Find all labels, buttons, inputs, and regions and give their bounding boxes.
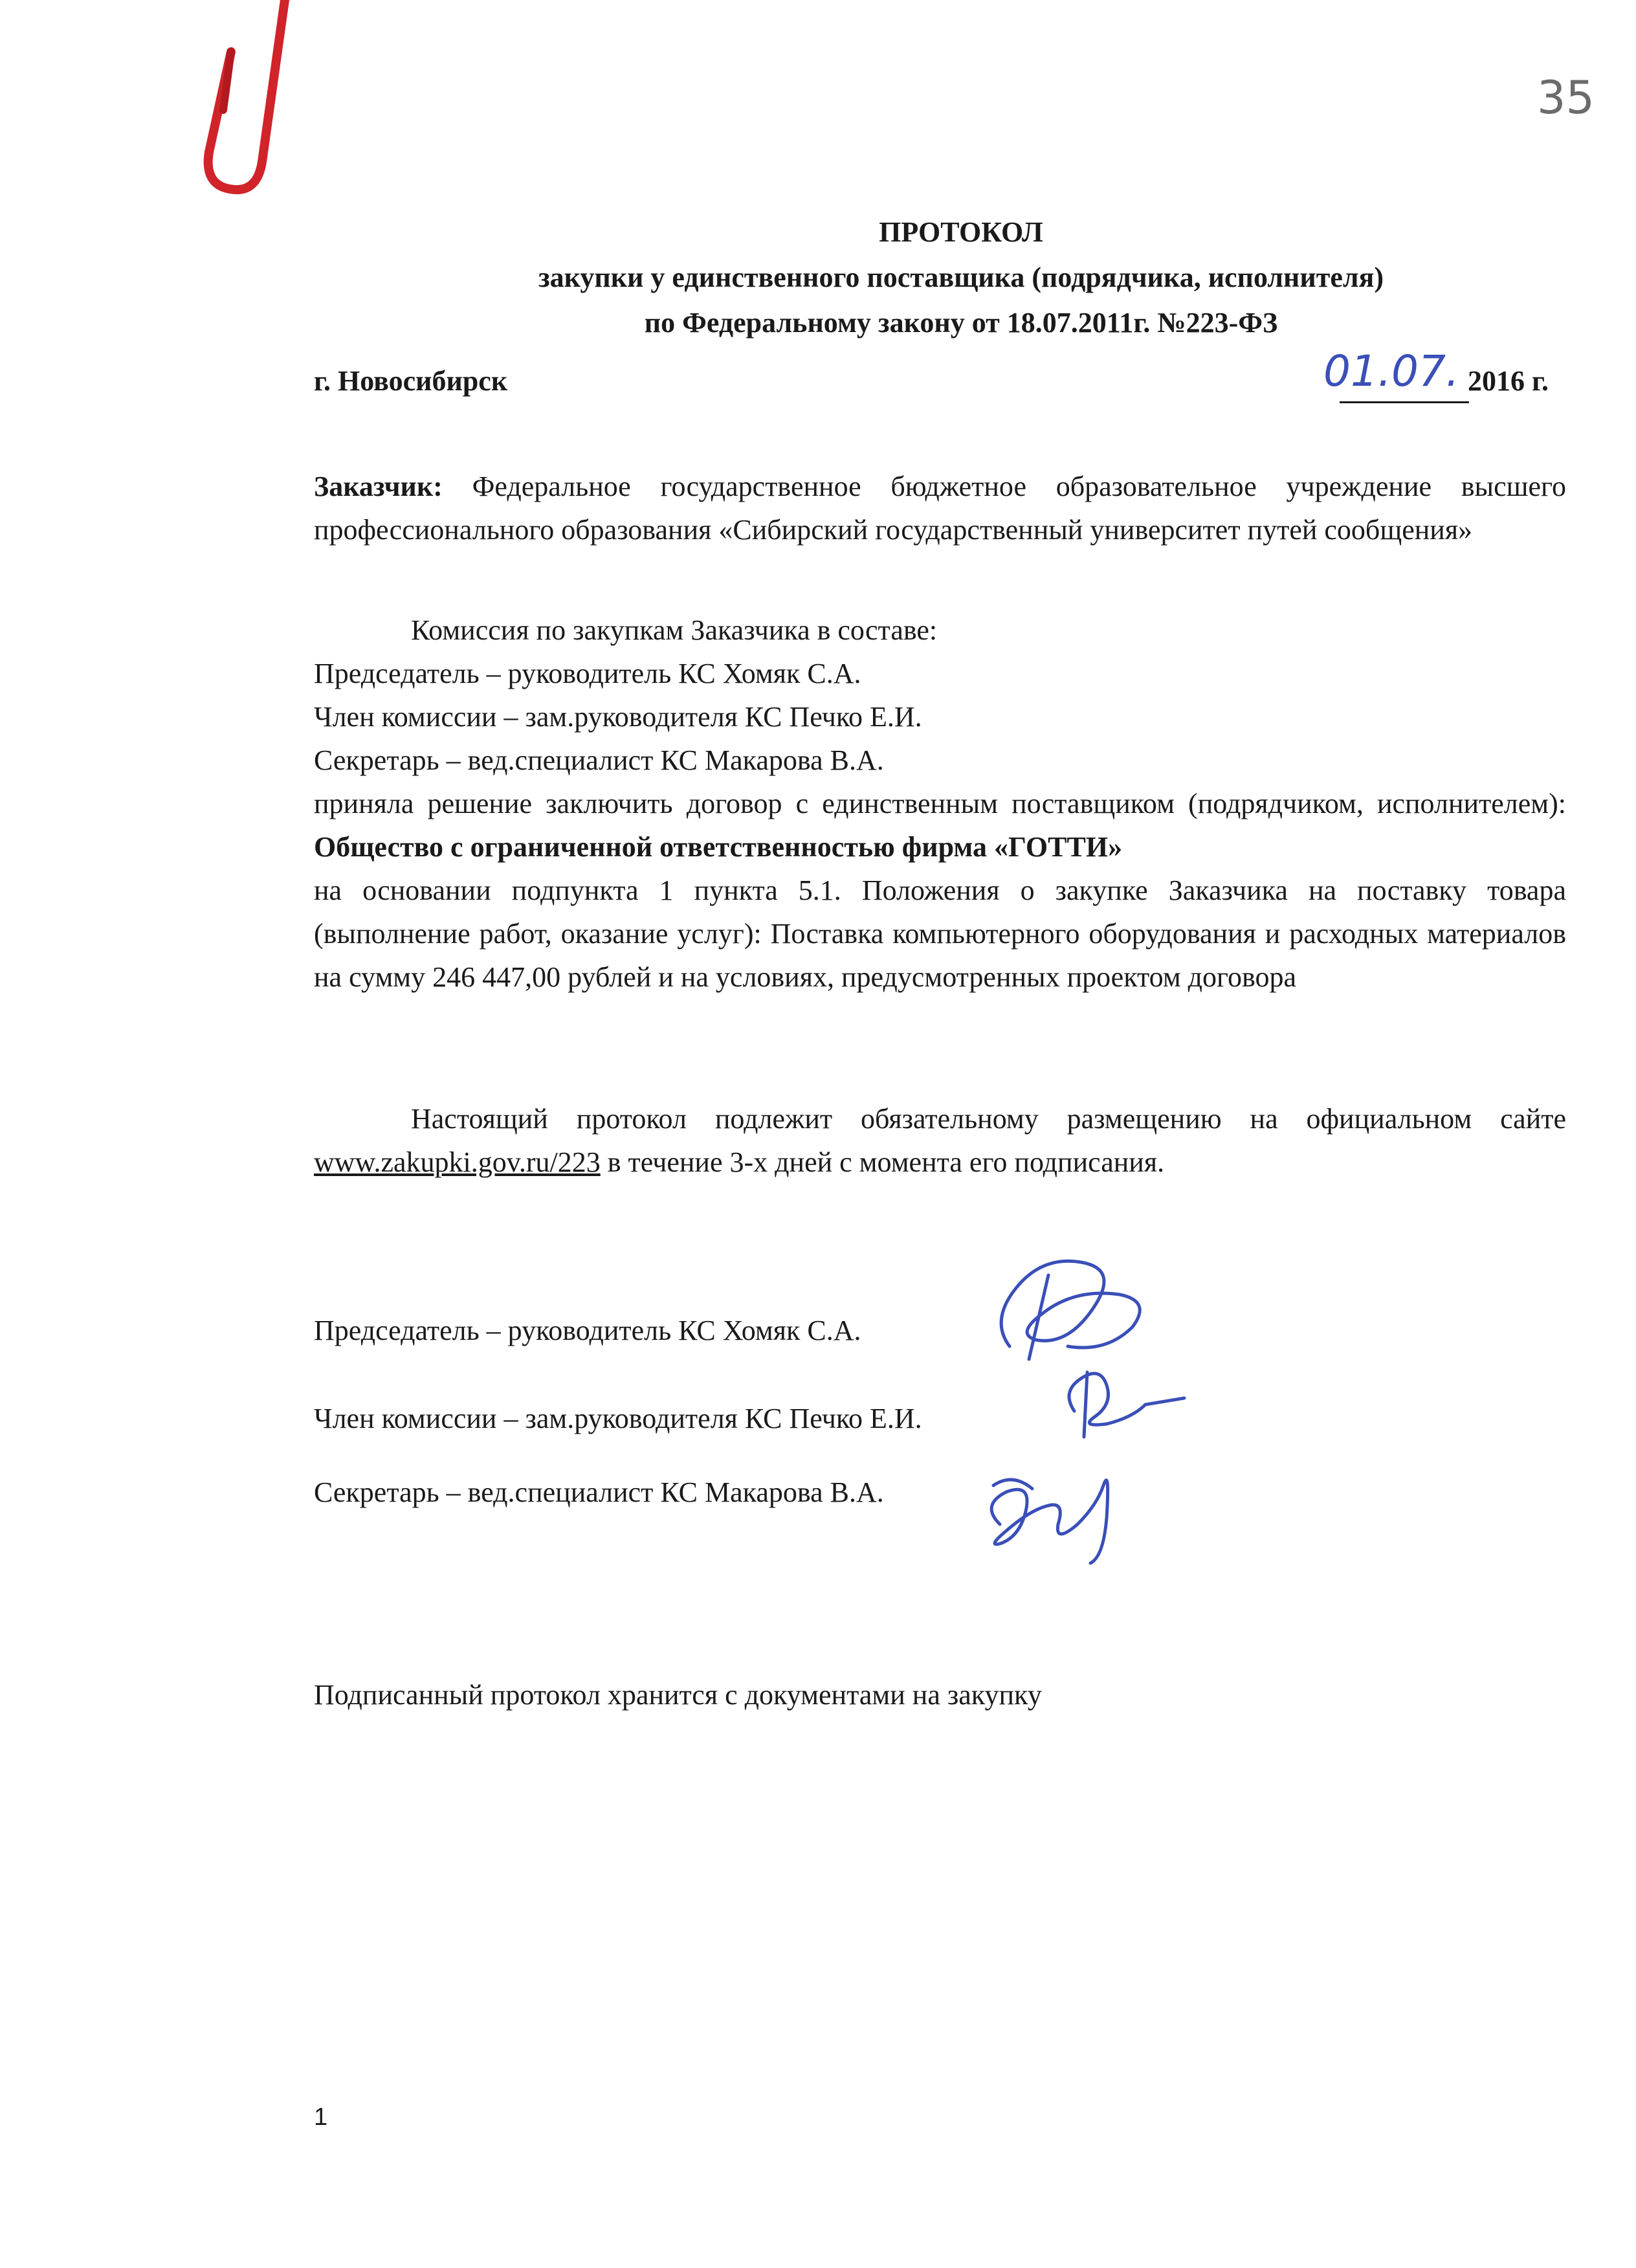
commission-secretary: Секретарь – вед.специалист КС Макарова В.А. <box>314 744 884 776</box>
signature-chair-line: Председатель – руководитель КС Хомяк С.А. <box>314 1315 861 1346</box>
date-year: 2016 г. <box>1468 365 1549 397</box>
signature-secretary <box>967 1447 1136 1570</box>
customer-paragraph <box>314 465 1566 551</box>
publication-text-1: Настоящий протокол подлежит обязательному размещению на официальном сайте <box>411 1103 1566 1135</box>
page-subtitle-1: закупки у единственного поставщика (подрядчика, исполнителя) <box>538 261 1384 293</box>
decision-text: приняла решение заключить договор с единственным поставщиком (подрядчиком, исполнителем): <box>314 788 1566 819</box>
decision-paragraph <box>314 782 1566 869</box>
handwritten-page-number: 35 <box>1537 71 1595 124</box>
commission-chair: Председатель – руководитель КС Хомяк С.А. <box>314 658 861 689</box>
commission-member: Член комиссии – зам.руководителя КС Печко Е.И. <box>314 701 922 733</box>
publication-paragraph <box>314 1097 1566 1184</box>
date-underline <box>1340 401 1469 403</box>
commission-intro: Комиссия по закупкам Заказчика в составе: <box>411 614 938 646</box>
publication-text-2: в течение 3-х дней с момента его подписания. <box>600 1146 1165 1178</box>
signature-member <box>1048 1353 1197 1443</box>
customer-label: Заказчик: <box>314 471 443 502</box>
page-title: ПРОТОКОЛ <box>879 216 1043 248</box>
handwritten-date: 01.07. <box>1323 346 1459 396</box>
zakupki-link[interactable]: www.zakupki.gov.ru/223 <box>314 1146 601 1178</box>
decision-basis-paragraph: на основании подпункта 1 пункта 5.1. Положения о закупке Заказчика на поставку товара (выполнение работ, оказание услуг): Поставка компьютерного оборудования и расходных материалов на сумму 246 447,00 рублей и на условиях, предусмотренных проектом договора <box>314 874 1566 993</box>
page-subtitle-2: по Федеральному закону от 18.07.2011г. №223-ФЗ <box>644 307 1278 339</box>
page-number: 1 <box>314 2104 328 2131</box>
city: г. Новосибирск <box>314 365 508 397</box>
supplier-name: Общество с ограниченной ответственностью фирма «ГОТТИ» <box>314 831 1123 863</box>
customer-text: Федеральное государственное бюджетное образовательное учреждение высшего профессионального образования «Сибирский государственный университет путей сообщения» <box>314 471 1567 546</box>
paperclip-icon <box>184 0 314 207</box>
signature-secretary-line: Секретарь – вед.специалист КС Макарова В.А. <box>314 1476 884 1508</box>
signature-member-line: Член комиссии – зам.руководителя КС Печко Е.И. <box>314 1403 922 1434</box>
footer-note: Подписанный протокол хранится с документами на закупку <box>314 1679 1042 1711</box>
